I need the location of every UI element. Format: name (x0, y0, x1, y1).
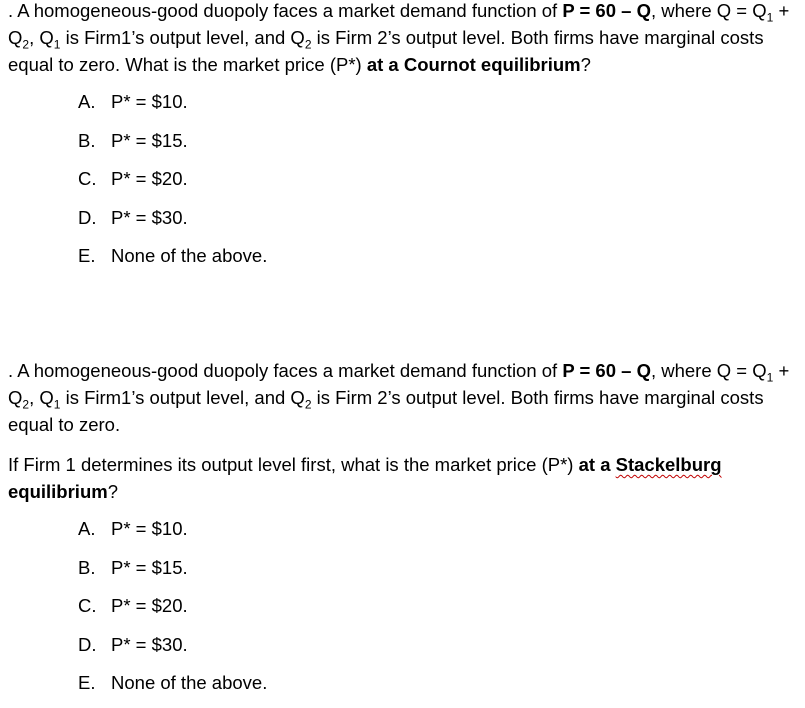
option-text: None of the above. (111, 245, 268, 267)
stem-text: + Q (8, 0, 790, 48)
question-2-stem (8, 357, 800, 438)
subscript: 2 (304, 397, 312, 412)
option-d[interactable] (78, 204, 267, 243)
question-2-options (78, 515, 267, 708)
option-e[interactable] (78, 242, 267, 281)
question-1-stem (8, 0, 800, 78)
stem-text: , where Q = Q (650, 360, 767, 381)
option-a[interactable] (78, 88, 267, 127)
emphasis-text: equilibrium (8, 481, 108, 502)
stem-text: + Q (8, 360, 790, 408)
option-letter: D. (78, 633, 97, 655)
stem-text: . A homogeneous-good duopoly faces a market demand function of (8, 360, 563, 381)
option-letter: A. (78, 518, 96, 539)
option-letter: A. (78, 91, 96, 112)
option-letter: B. (78, 556, 96, 578)
option-b[interactable] (78, 554, 267, 593)
question-2-follow-up (8, 451, 800, 505)
option-text: P* = $15. (111, 556, 188, 578)
stem-text: is Firm1’s output level, and Q (60, 27, 305, 48)
emphasis-text: at a (578, 454, 616, 475)
question-1 (8, 0, 800, 78)
option-text: P* = $10. (111, 91, 188, 112)
demand-equation: P = 60 – Q (562, 360, 651, 381)
stem-text: If Firm 1 determines its output level first, what is the market price (P*) (8, 454, 579, 475)
option-letter: C. (78, 595, 97, 617)
option-e[interactable] (78, 669, 267, 708)
option-c[interactable] (78, 165, 267, 204)
option-text: None of the above. (111, 672, 268, 694)
option-letter: C. (78, 168, 97, 190)
stem-text: is Firm 2’s output level. Both firms have marginal costs equal to zero. What is the market price (P*) (8, 27, 764, 75)
emphasis-text: at a Cournot equilibrium (366, 54, 581, 75)
subscript: 1 (53, 397, 61, 412)
stem-text: ? (580, 54, 591, 75)
option-letter: E. (78, 245, 96, 267)
option-text: P* = $20. (111, 168, 188, 190)
option-text: P* = $20. (111, 595, 188, 617)
option-c[interactable] (78, 592, 267, 631)
subscript: 1 (53, 37, 61, 52)
stem-text: . A homogeneous-good duopoly faces a market demand function of (8, 0, 563, 21)
stem-text: , Q (29, 27, 54, 48)
question-1-options (78, 88, 267, 281)
option-letter: D. (78, 206, 97, 228)
option-letter: E. (78, 672, 96, 694)
option-b[interactable] (78, 127, 267, 166)
option-d[interactable] (78, 631, 267, 670)
option-letter: B. (78, 129, 96, 151)
option-text: P* = $15. (111, 129, 188, 151)
question-2-prompt (8, 451, 800, 505)
subscript: 2 (304, 37, 312, 52)
option-a[interactable] (78, 515, 267, 554)
subscript: 2 (22, 397, 30, 412)
option-text: P* = $10. (111, 518, 188, 539)
subscript: 1 (766, 10, 774, 25)
subscript: 1 (766, 370, 774, 385)
spellcheck-flagged-word: Stackelburg (615, 454, 722, 475)
option-text: P* = $30. (111, 206, 188, 228)
stem-text: , Q (29, 387, 54, 408)
stem-text: ? (107, 481, 118, 502)
stem-text: is Firm 2’s output level. Both firms have marginal costs equal to zero. (8, 387, 764, 435)
question-2 (8, 357, 800, 438)
demand-equation: P = 60 – Q (562, 0, 651, 21)
stem-text: , where Q = Q (650, 0, 767, 21)
option-text: P* = $30. (111, 633, 188, 655)
stem-text: is Firm1’s output level, and Q (60, 387, 305, 408)
subscript: 2 (22, 37, 30, 52)
